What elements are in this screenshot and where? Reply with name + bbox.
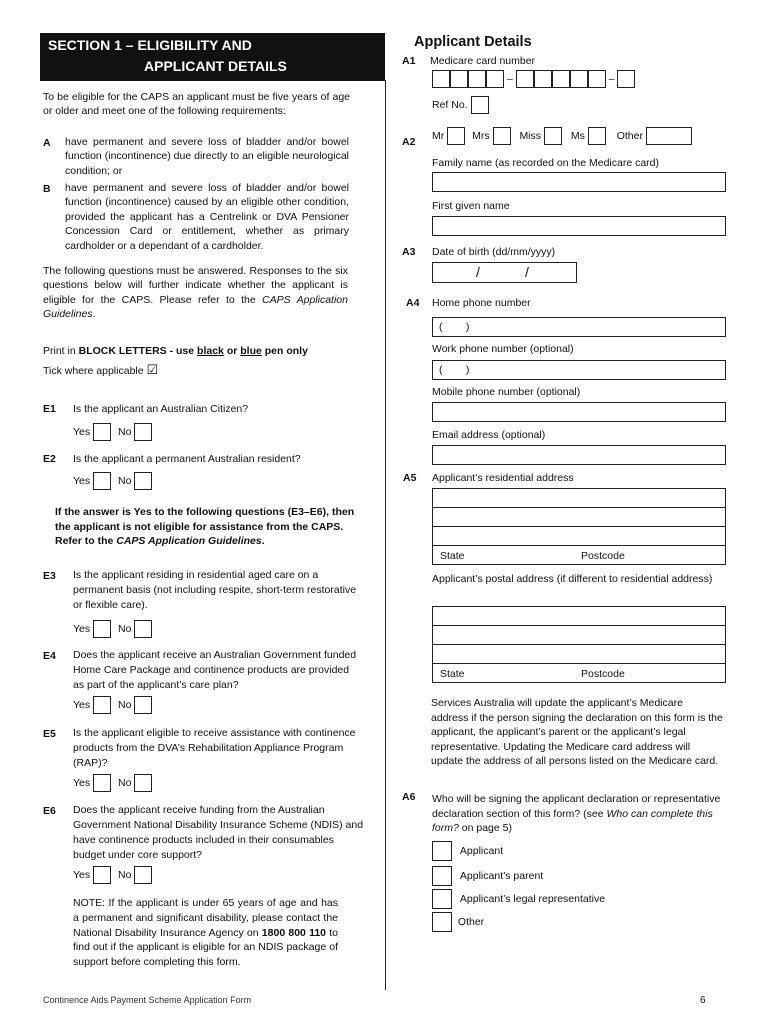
title-miss-label: Miss (519, 130, 542, 142)
postal-address-line-1[interactable] (432, 606, 726, 626)
yes-label: Yes (73, 623, 91, 635)
requirement-a-code: A (43, 137, 51, 149)
ndis-note (73, 896, 338, 970)
email-label: Email address (optional) (432, 429, 546, 441)
e3-code: E3 (43, 570, 56, 582)
e2-no-checkbox[interactable] (134, 472, 152, 490)
a6-code: A6 (402, 791, 416, 803)
yes-label: Yes (73, 475, 91, 487)
a6-other-checkbox[interactable] (432, 912, 452, 932)
postal-state-postcode[interactable] (432, 663, 726, 683)
postal-postcode-label: Postcode (581, 668, 625, 680)
print-black: black (197, 345, 224, 357)
section-header (40, 33, 385, 81)
requirement-b-code: B (43, 183, 51, 195)
title-mrs-checkbox[interactable] (493, 127, 511, 145)
family-name-label: Family name (as recorded on the Medicare card) (432, 157, 660, 169)
section-header-line1: SECTION 1 – ELIGIBILITY AND (48, 37, 252, 53)
e4-answer (73, 696, 152, 714)
e4-yes-checkbox[interactable] (93, 696, 111, 714)
title-mrs-label: Mrs (472, 130, 490, 142)
a6-legal-rep-checkbox[interactable] (432, 889, 452, 909)
residential-address-line-1[interactable] (432, 488, 726, 508)
medicare-digit-6[interactable] (534, 70, 552, 88)
email-field[interactable] (432, 445, 726, 465)
family-name-field[interactable] (432, 172, 726, 192)
ref-no-box[interactable] (471, 96, 489, 114)
e5-yes-checkbox[interactable] (93, 774, 111, 792)
a6-question (432, 792, 722, 836)
ref-no-label: Ref No. (432, 99, 468, 111)
tick-box-icon: ☑ (146, 363, 159, 378)
title-other-label: Other (616, 130, 643, 142)
a6-applicant-label: Applicant (459, 845, 504, 857)
no-label: No (117, 699, 132, 711)
a4-code: A4 (406, 297, 420, 309)
a6-option-other (432, 912, 484, 932)
e1-code: E1 (43, 403, 56, 415)
title-options (432, 127, 692, 145)
intro-text: To be eligible for the CAPS an applicant must be five years of age or older and meet one of the following requirements: (43, 91, 350, 118)
e1-answer (73, 423, 152, 441)
medicare-dash-2: – (608, 73, 615, 85)
e4-text: Does the applicant receive an Australian Government funded Home Care Package and continence products are provided as part of the applicant’s care plan? (73, 649, 357, 691)
yes-label: Yes (73, 426, 91, 438)
e2-yes-checkbox[interactable] (93, 472, 111, 490)
footer-page-number: 6 (700, 995, 706, 1006)
column-divider (385, 80, 386, 990)
residential-address-line-3[interactable] (432, 526, 726, 546)
no-label: No (117, 623, 132, 635)
a1-label: Medicare card number (430, 55, 536, 67)
questions-intro-text: The following questions must be answered. Responses to the six questions below will further indicate whether the applicant is eligible for the CAPS. Please refer to the (43, 265, 348, 306)
first-name-field[interactable] (432, 216, 726, 236)
a5-code: A5 (403, 472, 417, 484)
print-block: BLOCK LETTERS - use (78, 345, 198, 357)
e4-code: E4 (43, 650, 56, 662)
e6-text: Does the applicant receive funding from the Australian Government National Disability Insurance Scheme (NDIS) and have continence products included in their consumables budget under core support? (73, 804, 364, 861)
eligibility-warning (55, 505, 355, 549)
postal-address-line-3[interactable] (432, 644, 726, 664)
footer-form-name: Continence Aids Payment Scheme Application Form (43, 995, 252, 1005)
a1-code: A1 (402, 55, 416, 67)
e1-no-checkbox[interactable] (134, 423, 152, 441)
medicare-digit-2[interactable] (450, 70, 468, 88)
postal-address-label: Applicant’s postal address (if different to residential address) (432, 573, 713, 585)
a6-other-label: Other (457, 916, 485, 928)
yes-label: Yes (73, 777, 91, 789)
residential-state-label: State (440, 550, 465, 562)
warning-end: . (261, 535, 265, 548)
services-australia-note: Services Australia will update the applicant’s Medicare address if the person signing the declaration on this form is the applicant, the applicant’s parent or the applicant’s legal representative. Updating the Medicare card address will update the address of all persons listed on the Medicare card. (431, 697, 723, 768)
print-instruction (43, 345, 308, 357)
a6-option-applicant (432, 841, 503, 861)
print-or: or (223, 345, 241, 357)
a3-code: A3 (402, 246, 416, 258)
a2-code: A2 (402, 136, 416, 148)
a6-who-can-complete: Who can complete this form? (432, 807, 713, 835)
e6-code: E6 (43, 805, 56, 817)
dob-field[interactable] (432, 262, 577, 283)
requirement-b-text: have permanent and severe loss of bladder and/or bowel function (incontinence) caused by an eligible other condition, provided the applicant has a Centrelink or DVA Pensioner Concession Card or entitlement, whether as primary cardholder or a dependant of a cardholder. (65, 182, 349, 252)
e1-text: Is the applicant an Australian Citizen? (73, 403, 249, 415)
no-label: No (117, 426, 132, 438)
guidelines-reference: CAPS Application Guidelines (43, 293, 348, 321)
print-blue: blue (240, 345, 262, 357)
residential-address-line-2[interactable] (432, 507, 726, 527)
e3-no-checkbox[interactable] (134, 620, 152, 638)
medicare-digit-1[interactable] (432, 70, 450, 88)
e5-no-checkbox[interactable] (134, 774, 152, 792)
tick-instruction-text: Tick where applicable (43, 365, 144, 377)
title-ms-checkbox[interactable] (588, 127, 606, 145)
dob-sep-1: / (476, 264, 480, 280)
a6-option-parent (432, 866, 543, 886)
e3-answer (73, 620, 152, 638)
print-post: pen only (261, 345, 308, 357)
mobile-phone-label: Mobile phone number (optional) (432, 386, 581, 398)
medicare-digit-7[interactable] (552, 70, 570, 88)
no-label: No (117, 869, 132, 881)
home-phone-area: ( ) (439, 321, 470, 333)
e2-answer (73, 472, 152, 490)
title-miss-checkbox[interactable] (544, 127, 562, 145)
postal-address-line-2[interactable] (432, 625, 726, 645)
title-mr-label: Mr (432, 130, 445, 142)
e5-text: Is the applicant eligible to receive assistance with continence products from the DVA’s Rehabilitation Appliance Program (RAP)? (73, 727, 356, 769)
e4-no-checkbox[interactable] (134, 696, 152, 714)
medicare-digit-9[interactable] (588, 70, 606, 88)
e2-code: E2 (43, 453, 56, 465)
no-label: No (117, 777, 132, 789)
medicare-digit-10[interactable] (617, 70, 635, 88)
a6-legal-rep-label: Applicant’s legal representative (459, 893, 606, 905)
applicant-details-title: Applicant Details (414, 34, 532, 50)
medicare-digit-4[interactable] (486, 70, 504, 88)
e5-code: E5 (43, 728, 56, 740)
medicare-digit-5[interactable] (516, 70, 534, 88)
questions-intro-end: . (92, 308, 96, 321)
requirement-a-text: have permanent and severe loss of bladder and/or bowel function (incontinence) due directly to an eligible neurological condition; or (65, 136, 349, 177)
no-label: No (117, 475, 132, 487)
medicare-digit-3[interactable] (468, 70, 486, 88)
medicare-digit-8[interactable] (570, 70, 588, 88)
residential-address-label: Applicant’s residential address (432, 472, 574, 484)
section-header-line2: APPLICANT DETAILS (144, 58, 287, 74)
work-phone-label: Work phone number (optional) (432, 343, 574, 355)
residential-postcode-label: Postcode (581, 550, 625, 562)
title-ms-label: Ms (570, 130, 585, 142)
ndis-note-post: to find out if the applicant is eligible for an NDIS package of support before completing this form. (73, 926, 338, 969)
ndis-note-pre: NOTE: If the applicant is under 65 years of age and has a permanent and significant disability, please contact the National Disability Insurance Agency on (73, 897, 338, 939)
e5-answer (73, 774, 152, 792)
a6-applicant-checkbox[interactable] (432, 841, 452, 861)
ndis-phone: 1800 800 110 (261, 926, 327, 939)
dob-sep-2: / (525, 264, 529, 280)
e6-yes-checkbox[interactable] (93, 866, 111, 884)
mobile-phone-field[interactable] (432, 402, 726, 422)
warning-guidelines: CAPS Application Guidelines (116, 535, 262, 548)
questions-intro (43, 264, 348, 322)
a6-parent-checkbox[interactable] (432, 866, 452, 886)
dob-label: Date of birth (dd/mm/yyyy) (432, 246, 556, 258)
tick-instruction (43, 363, 158, 378)
e3-yes-checkbox[interactable] (93, 620, 111, 638)
a6-parent-label: Applicant’s parent (459, 870, 544, 882)
ref-no (432, 96, 489, 114)
home-phone-field[interactable] (432, 317, 726, 337)
title-mr-checkbox[interactable] (447, 127, 465, 145)
a6-option-legal-rep (432, 889, 605, 909)
e2-text: Is the applicant a permanent Australian resident? (73, 453, 301, 465)
postal-state-label: State (440, 668, 465, 680)
e6-no-checkbox[interactable] (134, 866, 152, 884)
e6-answer (73, 866, 152, 884)
medicare-number-boxes (432, 70, 635, 88)
home-phone-label: Home phone number (432, 297, 531, 309)
yes-label: Yes (73, 699, 91, 711)
first-name-label: First given name (432, 200, 510, 212)
work-phone-area: ( ) (439, 364, 470, 376)
e1-yes-checkbox[interactable] (93, 423, 111, 441)
print-pre: Print in (43, 345, 79, 357)
a6-question-text: Who will be signing the applicant declaration or representative declaration section of this form? (see (432, 793, 721, 820)
medicare-dash-1: – (506, 73, 513, 85)
work-phone-field[interactable] (432, 360, 726, 380)
residential-state-postcode[interactable] (432, 545, 726, 565)
warning-text: If the answer is Yes to the following questions (E3–E6), then the applicant is not eligible for assistance from the CAPS. Refer to the (55, 506, 355, 548)
e3-text: Is the applicant residing in residential aged care on a permanent basis (not including respite, short-term restorative or flexible care). (73, 569, 357, 611)
a6-question-end: on page 5) (458, 822, 512, 835)
yes-label: Yes (73, 869, 91, 881)
title-other-field[interactable] (646, 127, 692, 145)
